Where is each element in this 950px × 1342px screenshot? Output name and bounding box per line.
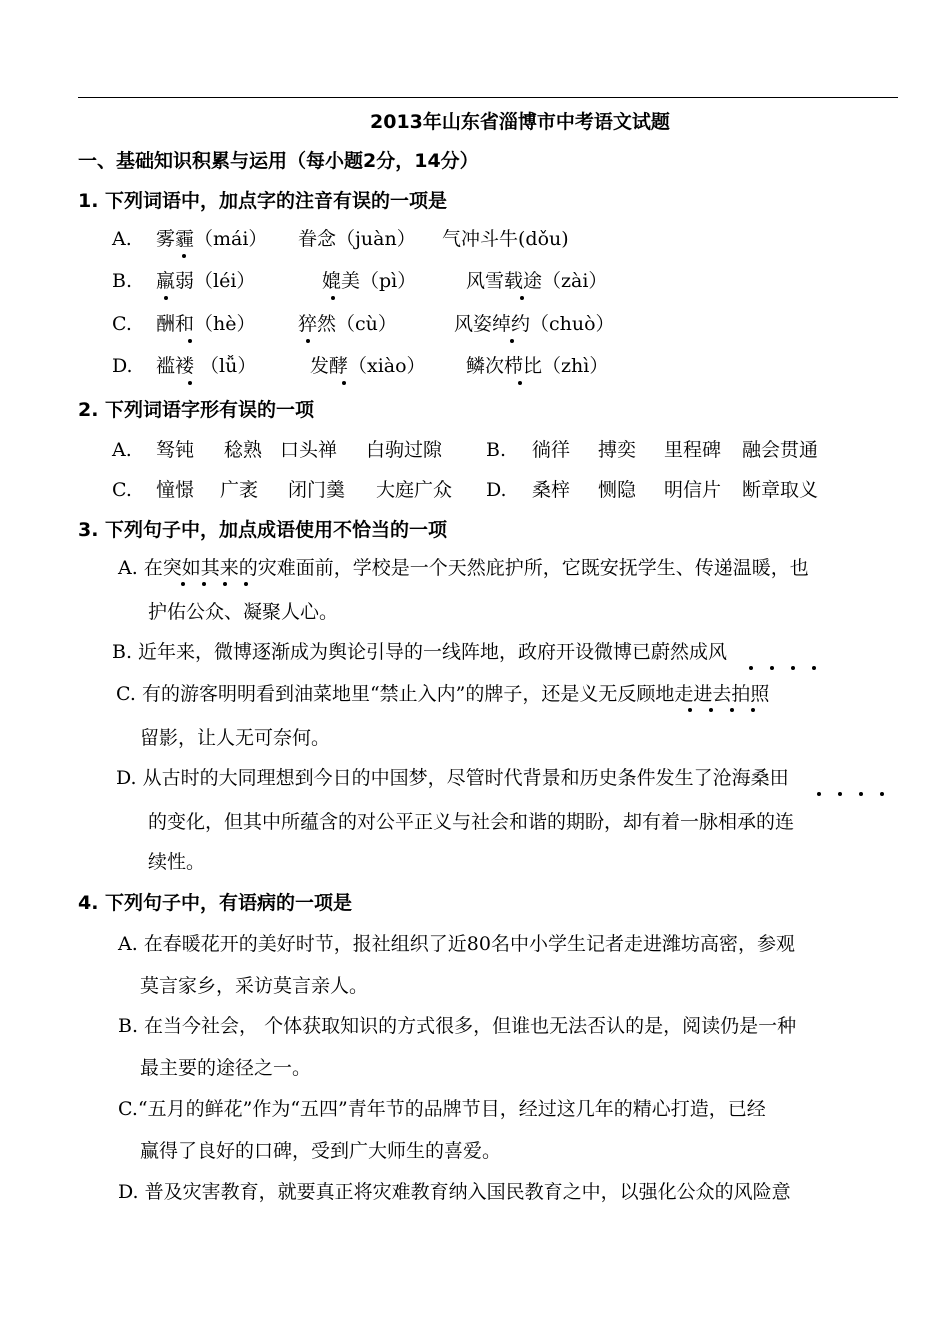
emphasis-dot [223,582,227,586]
q2-word: 明信片 [664,479,722,501]
emphasis-dot [306,339,310,343]
q2-word: 断章取义 [742,479,819,501]
emphasis-dot [181,582,185,586]
emphasis-dot [770,666,774,670]
emphasis-dot [164,296,168,300]
q3-option-a-line2: 护佑公众、凝聚人心。 [148,601,339,623]
emphasis-dot [244,582,248,586]
emphasis-dot [688,708,692,712]
emphasis-dot [342,381,346,385]
q1-option-c-word2: 猝然（cù） [298,313,397,335]
q3-option-d-line1: D. 从古时的大同理想到今日的中国梦，尽管时代背景和历史条件发生了沧海桑田 [116,767,789,789]
q1-option-c-label: C. [112,313,132,335]
q1-option-d-word3: 鳞次栉比（zhì） [466,355,609,377]
q3-option-b-line1: B. 近年来，微博逐渐成为舆论引导的一线阵地，政府开设微博已蔚然成风 [112,641,728,663]
q2-word: 大庭广众 [376,479,453,501]
q4-option-c-line1: C.“五月的鲜花”作为“五四”青年节的品牌节目，经过这几年的精心打造，已经 [118,1098,766,1120]
q2-option-c-label: C. [112,479,132,501]
q1-option-d-word2: 发酵（xiào） [310,355,426,377]
emphasis-dot [331,296,335,300]
q1-option-b-word2: 媲美（pì） [322,270,417,292]
emphasis-dot [709,708,713,712]
q1-option-b-label: B. [112,270,133,292]
q4-option-b-line2: 最主要的途径之一。 [140,1057,312,1079]
emphasis-dot [188,339,192,343]
q2-option-a-label: A. [112,439,132,461]
q1-option-c-word1: 酬和（hè） [156,313,256,335]
section-heading: 一、基础知识积累与运用（每小题2分，14分） [78,150,479,172]
q1-option-a-word1: 雾霾（mái） [156,228,268,250]
emphasis-dot [202,582,206,586]
q2-word: 徜徉 [532,439,571,461]
q4-option-c-line2: 赢得了良好的口碑，受到广大师生的喜爱。 [140,1140,502,1162]
q2-word: 憧憬 [156,479,195,501]
q4-option-d-line1: D. 普及灾害教育，就要真正将灾难教育纳入国民教育之中，以强化公众的风险意 [118,1181,791,1203]
q1-option-d-label: D. [112,355,133,377]
q2-word: 白驹过隙 [366,439,443,461]
emphasis-dot [518,381,522,385]
q3-option-a-line1: A. 在突如其来的灾难面前，学校是一个天然庇护所，它既安抚学生、传递温暖，也 [118,557,809,579]
q4-option-a-line1: A. 在春暖花开的美好时节，报社组织了近80名中小学生记者走进潍坊高密，参观 [118,933,795,955]
emphasis-dot [859,792,863,796]
emphasis-dot [817,792,821,796]
q1-option-a-label: A. [112,228,132,250]
emphasis-dot [182,254,186,258]
q2-word: 融会贯通 [742,439,819,461]
q1-option-b-word1: 羸弱（léi） [156,270,256,292]
emphasis-dot [510,339,514,343]
q1-option-d-word1: 褴褛 （lǚ） [156,355,257,377]
q2-word: 闭门羹 [288,479,346,501]
q1-option-b-word3: 风雪载途（zài） [466,270,608,292]
q1-option-a-word3: 气冲斗牛(dǒu) [442,228,569,250]
q4-option-b-line1: B. 在当今社会， 个体获取知识的方式很多，但谁也无法否认的是，阅读仍是一种 [118,1015,797,1037]
emphasis-dot [749,666,753,670]
q3-option-d-line2: 的变化，但其中所蕴含的对公平正义与社会和谐的期盼，却有着一脉相承的连 [148,811,795,833]
page-title: 2013年山东省淄博市中考语文试题 [370,111,670,133]
emphasis-dot [880,792,884,796]
question-4-stem: 4. 下列句子中，有语病的一项是 [78,892,353,914]
q3-option-c-line1: C. 有的游客明明看到油菜地里“禁止入内”的牌子，还是义无反顾地走进去拍照 [116,683,770,705]
q2-word: 驽钝 [156,439,195,461]
header-rule [78,97,898,98]
q2-word: 稔熟 [224,439,263,461]
emphasis-dot [812,666,816,670]
q2-word: 广袤 [220,479,259,501]
q3-option-d-line3: 续性。 [148,851,206,873]
emphasis-dot [751,708,755,712]
emphasis-dot [730,708,734,712]
emphasis-dot [791,666,795,670]
q2-option-d-label: D. [486,479,507,501]
q1-option-c-word3: 风姿绰约（chuò） [454,313,615,335]
q1-option-a-word2: 眷念（juàn） [298,228,416,250]
emphasis-dot [838,792,842,796]
q3-option-c-line2: 留影，让人无可奈何。 [140,727,331,749]
q2-word: 恻隐 [598,479,637,501]
q2-word: 口头禅 [280,439,338,461]
emphasis-dot [520,296,524,300]
q2-word: 桑梓 [532,479,571,501]
q2-word: 搏奕 [598,439,637,461]
question-3-stem: 3. 下列句子中，加点成语使用不恰当的一项 [78,519,448,541]
q2-word: 里程碑 [664,439,722,461]
question-1-stem: 1. 下列词语中，加点字的注音有误的一项是 [78,190,448,212]
q4-option-a-line2: 莫言家乡，采访莫言亲人。 [140,975,369,997]
question-2-stem: 2. 下列词语字形有误的一项 [78,399,315,421]
q2-option-b-label: B. [486,439,507,461]
emphasis-dot [188,381,192,385]
